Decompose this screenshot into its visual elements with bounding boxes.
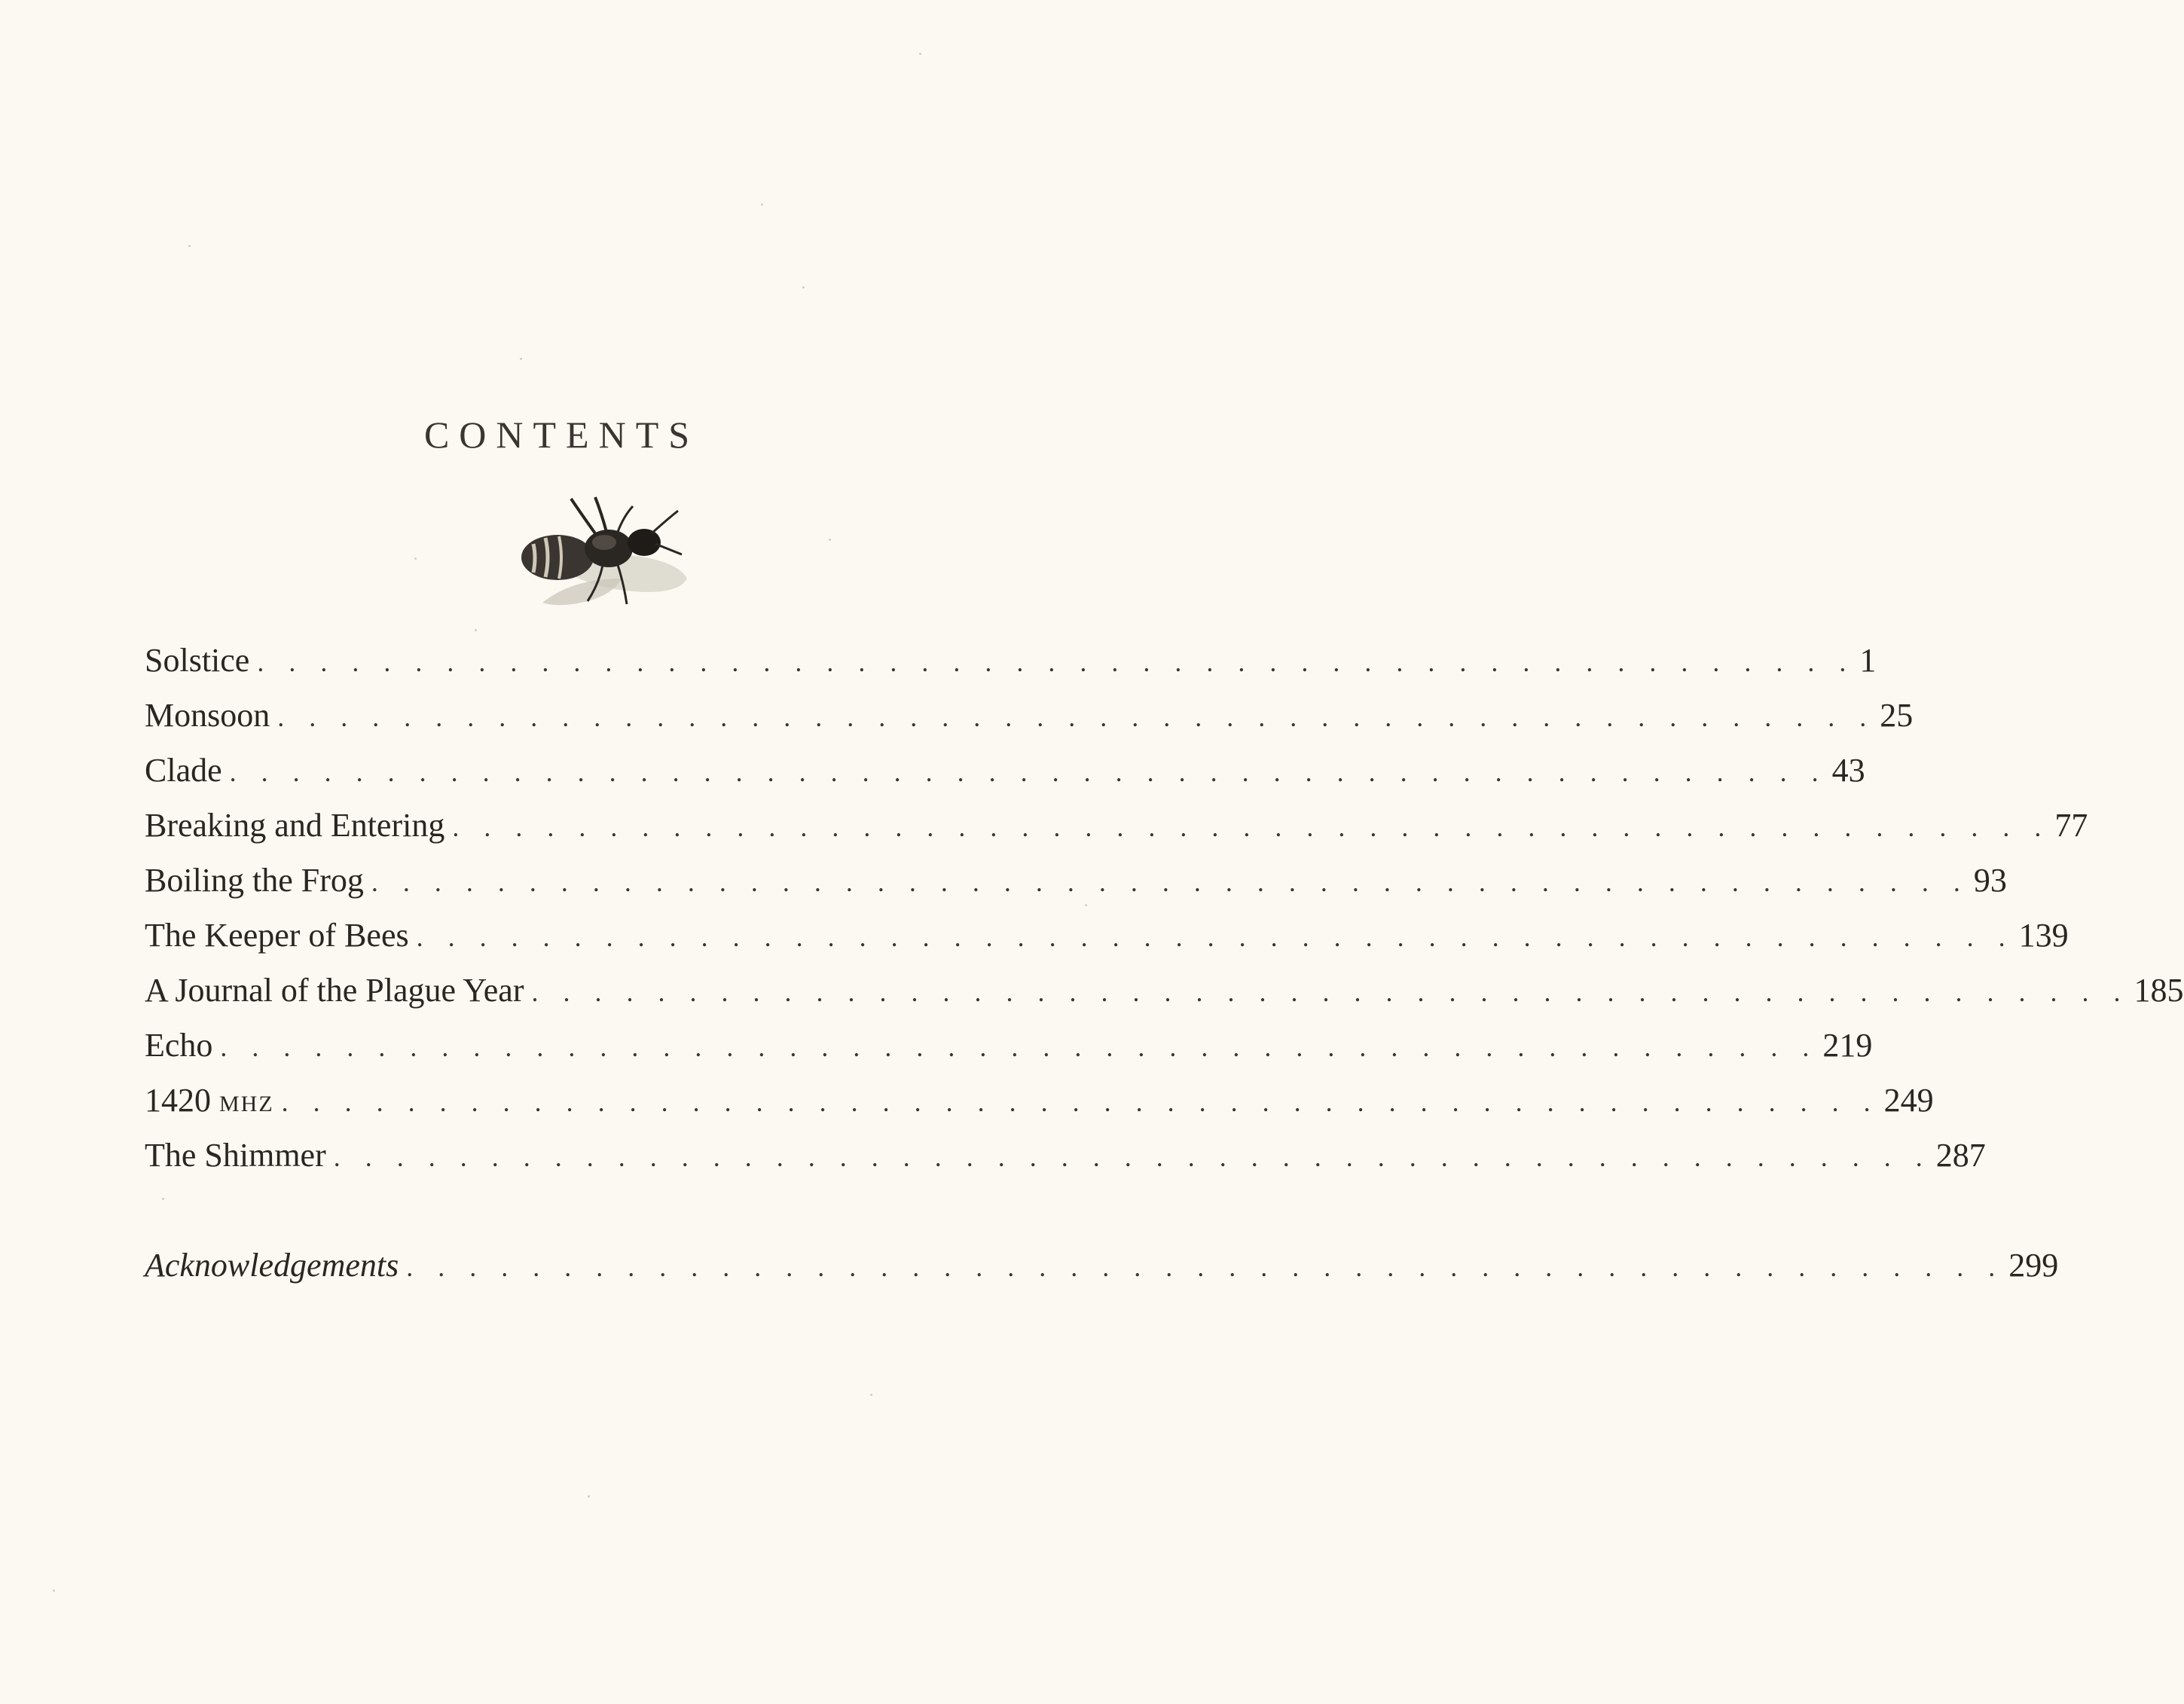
paper-speck: [761, 203, 763, 206]
toc-entry-page: 249: [1883, 1082, 1934, 1119]
toc-entry-page: 1: [1859, 642, 1877, 679]
dot-leader: . . . . . . . . . . . . . . . . . . . . . . . . . . . . . . . . . . . . . . . . . . . . . . . . . . .: [277, 702, 1876, 732]
dot-leader: . . . . . . . . . . . . . . . . . . . . . . . . . . . . . . . . . . . . . . . . . . . . . . . . . . .: [281, 1087, 1880, 1117]
paper-speck: [919, 53, 921, 55]
toc-entry-page: 77: [2054, 807, 2088, 844]
toc-entry-page: 139: [2018, 917, 2069, 954]
toc-entry-acknowledgements[interactable]: [145, 1238, 2059, 1293]
dot-leader: . . . . . . . . . . . . . . . . . . . . . . . . . . . . . . . . . . . . . . . . . . . . . . . . . . .: [531, 977, 2130, 1007]
toc-entry-page: 299: [2008, 1247, 2059, 1284]
toc-entry-boiling-the-frog[interactable]: [145, 853, 2007, 908]
dot-leader: . . . . . . . . . . . . . . . . . . . . . . . . . . . . . . . . . . . . . . . . . . . . . . . . . . .: [416, 922, 2014, 952]
paper-speck: [475, 629, 477, 631]
toc-entry-title: Acknowledgements: [145, 1247, 399, 1284]
toc-entry-title: The Shimmer: [145, 1137, 326, 1174]
toc-entry-title: Clade: [145, 752, 222, 789]
toc-entry-title: Boiling the Frog: [145, 862, 364, 899]
toc-entry-page: 219: [1822, 1027, 1873, 1064]
paper-speck: [188, 245, 191, 247]
dot-leader: . . . . . . . . . . . . . . . . . . . . . . . . . . . . . . . . . . . . . . . . . . . . . . . . . . .: [371, 867, 1969, 897]
toc-entry-title: Breaking and Entering: [145, 807, 445, 844]
toc-entry-title: Monsoon: [145, 697, 270, 734]
dot-leader: . . . . . . . . . . . . . . . . . . . . . . . . . . . . . . . . . . . . . . . . . . . . . . . . . . .: [220, 1032, 1819, 1062]
toc-entry-solstice[interactable]: [145, 633, 1877, 688]
dot-leader: . . . . . . . . . . . . . . . . . . . . . . . . . . . . . . . . . . . . . . . . . . . . . . . . . . .: [452, 812, 2051, 842]
toc-entry-title: The Keeper of Bees: [145, 917, 409, 954]
toc-entry-a-journal-of-the-plague-year[interactable]: [145, 963, 2184, 1018]
paper-speck: [520, 358, 522, 360]
paper-speck: [588, 1495, 590, 1498]
toc-entry-title-number: 1420: [145, 1082, 211, 1119]
toc-entry-1420-mhz[interactable]: [145, 1073, 1934, 1128]
bee-icon: [490, 490, 701, 618]
paper-speck: [829, 539, 831, 541]
toc-entry-title-unit: MHZ: [219, 1092, 274, 1116]
toc-entry-title: [145, 1073, 282, 1131]
toc-entry-page: 185: [2134, 972, 2184, 1009]
table-of-contents: [145, 633, 2184, 1293]
toc-entry-echo[interactable]: [145, 1018, 1873, 1073]
toc-entry-breaking-and-entering[interactable]: [145, 798, 2088, 853]
toc-entry-the-shimmer[interactable]: [145, 1128, 1986, 1183]
toc-entry-title: Solstice: [145, 642, 250, 679]
paper-speck: [53, 1589, 55, 1592]
toc-entry-title: Echo: [145, 1027, 213, 1064]
paper-speck: [414, 557, 417, 560]
contents-heading: CONTENTS: [423, 414, 700, 456]
toc-entry-the-keeper-of-bees[interactable]: [145, 908, 2069, 963]
toc-entry-clade[interactable]: [145, 743, 1865, 798]
paper-speck: [870, 1394, 872, 1396]
dot-leader: . . . . . . . . . . . . . . . . . . . . . . . . . . . . . . . . . . . . . . . . . . . . . . . . . . .: [333, 1142, 1932, 1172]
toc-entry-page: 43: [1831, 752, 1865, 789]
toc-entry-monsoon[interactable]: [145, 688, 1914, 743]
toc-entry-page: 25: [1880, 697, 1914, 734]
toc-entry-title: A Journal of the Plague Year: [145, 972, 524, 1009]
dot-leader: . . . . . . . . . . . . . . . . . . . . . . . . . . . . . . . . . . . . . . . . . . . . . . . . . . .: [406, 1252, 2005, 1282]
paper-speck: [802, 286, 805, 289]
toc-entry-page: 287: [1935, 1137, 1986, 1174]
dot-leader: . . . . . . . . . . . . . . . . . . . . . . . . . . . . . . . . . . . . . . . . . . . . . . . . . . .: [229, 757, 1828, 787]
dot-leader: . . . . . . . . . . . . . . . . . . . . . . . . . . . . . . . . . . . . . . . . . . . . . . . . . . .: [257, 647, 1856, 677]
toc-entry-page: 93: [1973, 862, 2007, 899]
